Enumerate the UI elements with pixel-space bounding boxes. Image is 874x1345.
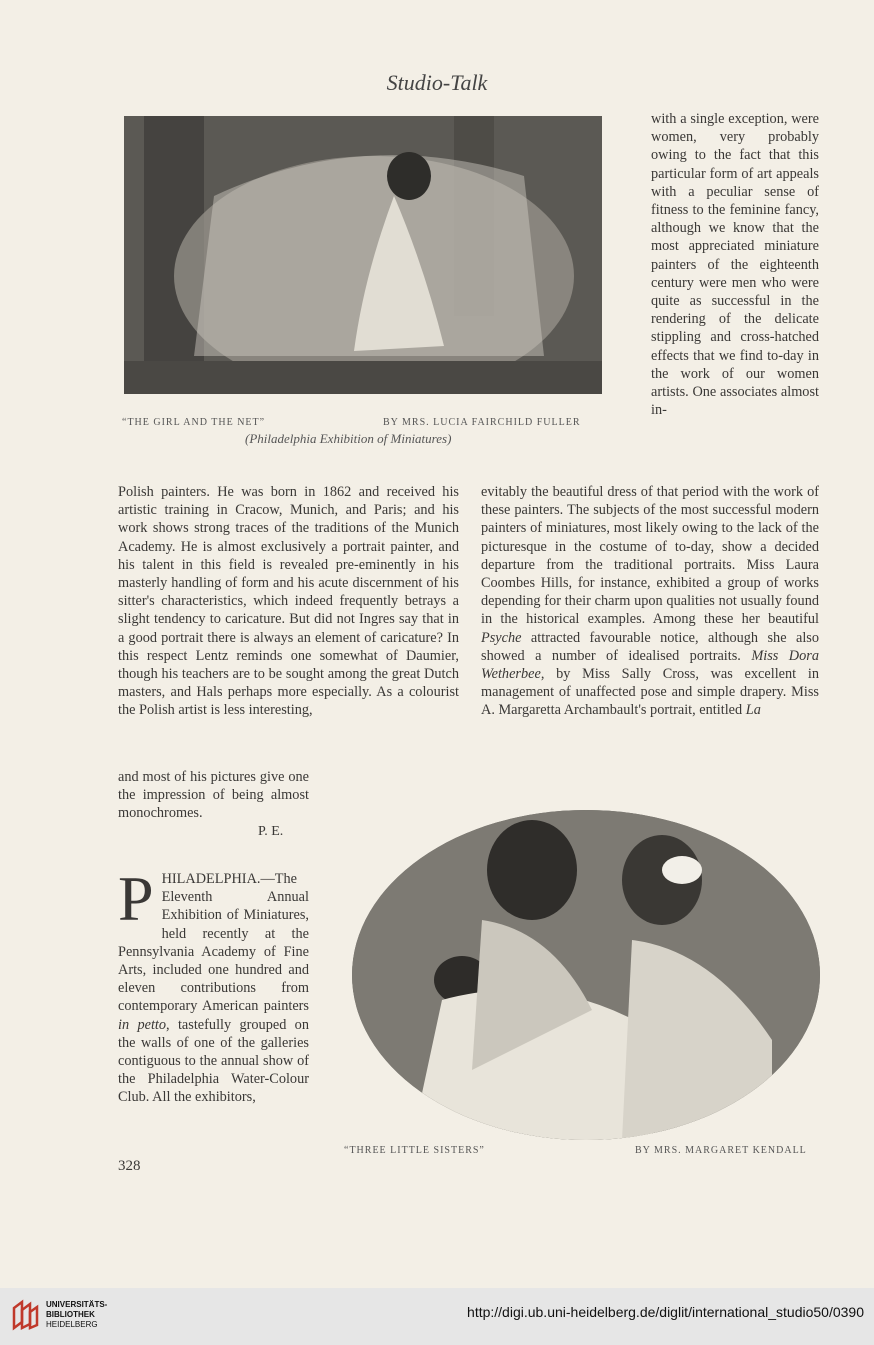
ub-heidelberg-logo-icon[interactable]	[10, 1298, 40, 1337]
paragraph-philadelphia: PHILADELPHIA.—The Eleventh Annual Exhibition of Miniatures, held recently at the Pennsylvania Academy of Fine Arts, included one hundred and eleven contributions from contemporary American painters in petto, tastefully grouped on the walls of one of the galleries contiguous to the annual show of the Philadelphia Water-Colour Club. All the exhibitors,	[118, 863, 309, 1106]
permalink-url[interactable]: http://digi.ub.uni-heidelberg.de/diglit/international_studio50/0390	[467, 1304, 864, 1320]
paragraph-left-main: Polish painters. He was born in 1862 and received his artistic training in Cracow, Munich, and Paris; and his work shows strong traces of the traditions of the Munich Academy. He is almost exclusively a portrait painter, and his talent in this field is revealed pre-eminently in his masterly handling of form and his acute discernment of his sitter's characteristics, which indeed frequently betrays a slight tendency to caricature. But did not Ingres say that in a good portrait there is always an element of caricature? In this respect Lentz reminds one somewhat of Daumier, though his teachers are to be sought among the great Dutch masters, and Hals perhaps more especially. As a colourist the Polish artist is less interesting,	[118, 484, 459, 719]
drop-cap: P	[118, 863, 154, 934]
text-left-tail	[118, 768, 309, 823]
paragraph-right-top: with a single exception, were women, very probably owing to the fact that this particular form of art appeals with a peculiar sense of fitness to the feminine fancy, although we know that the most appreciated miniature painters of the eighteenth century were men who were quite as successful in the rendering of the delicate stippling and cross-hatched effects that we find to-day in the work of our women artists. One associates almost in-	[651, 111, 819, 419]
text-right-top	[651, 110, 819, 419]
paragraph-right-main: evitably the beautiful dress of that period with the work of these painters. The subjects of the most successful modern painters of miniatures, most likely owing to the lack of the picturesque in the costume of to-day, show a decided departure from the traditional portraits. Miss Laura Coombes Hills, for instance, exhibited a group of works depending for their charm upon qualities not usually found in the historical examples. Among these her beautiful Psyche attracted favourable notice, although she also showed a number of idealised portraits. Miss Dora Wetherbee, by Miss Sally Cross, was excellent in management of unaffected pose and simple drapery. Miss A. Margaretta Archambault's portrait, entitled La	[481, 484, 819, 719]
running-head: Studio-Talk	[386, 70, 488, 95]
plate1-caption-exhibition: (Philadelphia Exhibition of Miniatures)	[245, 431, 452, 446]
plate-girl-and-the-net	[124, 116, 602, 394]
plate-illustration-three-sisters	[352, 810, 820, 1140]
text-right-main	[481, 483, 819, 720]
text-left-main	[118, 483, 459, 720]
footer-bar	[0, 1288, 874, 1345]
library-name[interactable]: UNIVERSITÄTS- BIBLIOTHEK HEIDELBERG	[46, 1300, 108, 1329]
plate-illustration-girl-net	[124, 116, 602, 394]
paragraph-left-tail: and most of his pictures give one the impression of being almost monochromes.	[118, 769, 309, 822]
plate2-caption-artist: BY MRS. MARGARET KENDALL	[635, 1145, 807, 1156]
plate1-caption-title: “THE GIRL AND THE NET”	[122, 417, 266, 428]
title-la: La	[745, 702, 761, 719]
phrase-in-petto: in petto	[118, 1016, 167, 1033]
plate-three-little-sisters	[352, 810, 820, 1140]
page-number: 328	[118, 1158, 141, 1174]
section-philadelphia	[118, 863, 309, 1107]
title-miss-dora-wetherbee: Miss Dora Wetherbee	[481, 647, 819, 683]
plate2-caption-title: “THREE LITTLE SISTERS”	[344, 1145, 485, 1156]
title-psyche: Psyche	[481, 629, 522, 646]
signature: P. E.	[258, 824, 284, 839]
plate1-caption-artist: BY MRS. LUCIA FAIRCHILD FULLER	[383, 417, 581, 428]
